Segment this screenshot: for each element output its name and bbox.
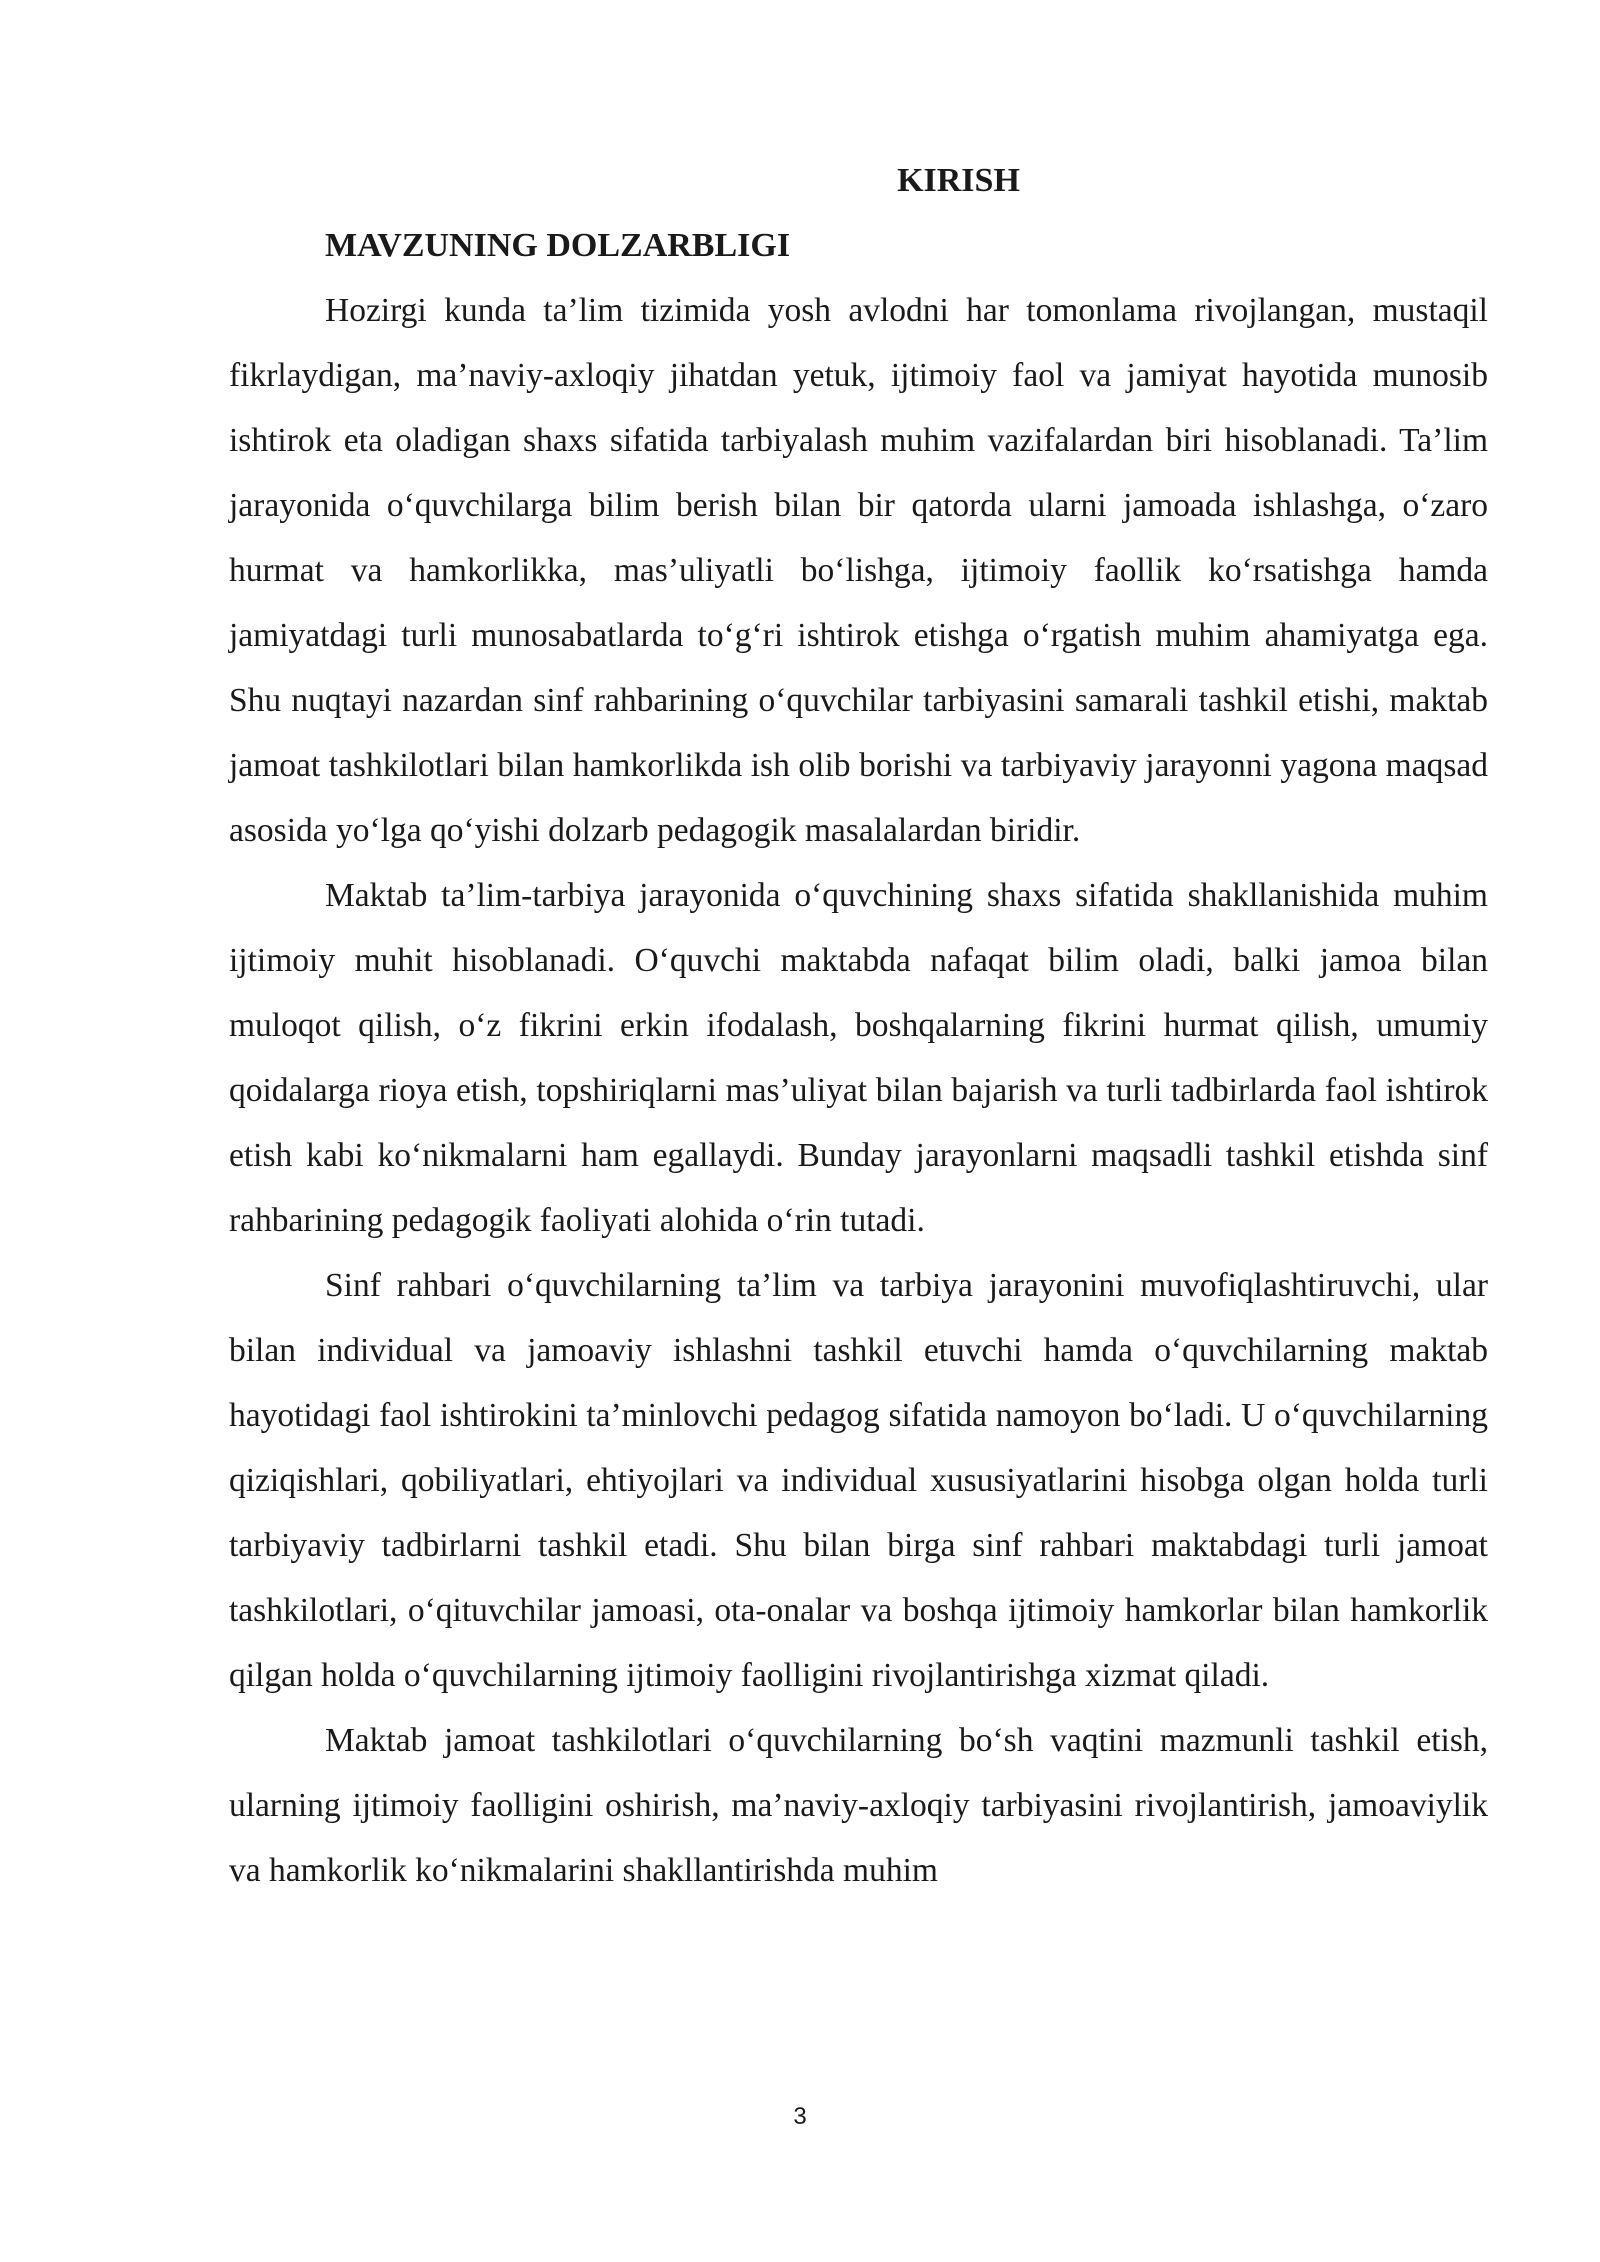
section-title: KIRISH <box>897 162 1020 199</box>
page-content <box>229 148 1488 1903</box>
page-number: 3 <box>793 2103 807 2130</box>
body-paragraph-3: Sinf rahbari o‘quvchilarning ta’lim va tarbiya jarayonini muvofiqlashtiruvchi, ular bilan individual va jamoaviy ishlashni tashkil etuvchi hamda o‘quvchilarning maktab hayotidagi faol ishtirokini ta’minlovchi pedagog sifatida namoyon bo‘ladi. U o‘quvchilarning qiziqishlari, qobiliyatlari, ehtiyojlari va individual xususiyatlarini hisobga olgan holda turli tarbiyaviy tadbirlarni tashkil etadi. Shu bilan birga sinf rahbari maktabdagi turli jamoat tashkilotlari, o‘qituvchilar jamoasi, ota-onalar va boshqa ijtimoiy hamkorlar bilan hamkorlik qilgan holda o‘quvchilarning ijtimoiy faolligini rivojlantirishga xizmat qiladi. <box>229 1267 1488 1694</box>
body-paragraph-2: Maktab ta’lim-tarbiya jarayonida o‘quvchining shaxs sifatida shakllanishida muhim ijtimoiy muhit hisoblanadi. O‘quvchi maktabda nafaqat bilim oladi, balki jamoa bilan muloqot qilish, o‘z fikrini erkin ifodalash, boshqalarning fikrini hurmat qilish, umumiy qoidalarga rioya etish, topshiriqlarni mas’uliyat bilan bajarish va turli tadbirlarda faol ishtirok etish kabi ko‘nikmalarni ham egallaydi. Bunday jarayonlarni maqsadli tashkil etishda sinf rahbarining pedagogik faoliyati alohida o‘rin tutadi. <box>229 877 1488 1239</box>
body-paragraph-1: Hozirgi kunda ta’lim tizimida yosh avlodni har tomonlama rivojlangan, mustaqil fikrlaydigan, ma’naviy-axloqiy jihatdan yetuk, ijtimoiy faol va jamiyat hayotida munosib ishtirok eta oladigan shaxs sifatida tarbiyalash muhim vazifalardan biri hisoblanadi. Ta’lim jarayonida o‘quvchilarga bilim berish bilan bir qatorda ularni jamoada ishlashga, o‘zaro hurmat va hamkorlikka, mas’uliyatli bo‘lishga, ijtimoiy faollik ko‘rsatishga hamda jamiyatdagi turli munosabatlarda to‘g‘ri ishtirok etishga o‘rgatish muhim ahamiyatga ega. Shu nuqtayi nazardan sinf rahbarining o‘quvchilar tarbiyasini samarali tashkil etishi, maktab jamoat tashkilotlari bilan hamkorlikda ish olib borishi va tarbiyaviy jarayonni yagona maqsad asosida yo‘lga qo‘yishi dolzarb pedagogik masalalardan biridir. <box>229 292 1488 849</box>
body-paragraph-4: Maktab jamoat tashkilotlari o‘quvchilarning bo‘sh vaqtini mazmunli tashkil etish, ularning ijtimoiy faolligini oshirish, ma’naviy-axloqiy tarbiyasini rivojlantirish, jamoaviylik va hamkorlik ko‘nikmalarini shakllantirishda muhim <box>229 1722 1488 1889</box>
section-subtitle: MAVZUNING DOLZARBLIGI <box>325 227 791 264</box>
